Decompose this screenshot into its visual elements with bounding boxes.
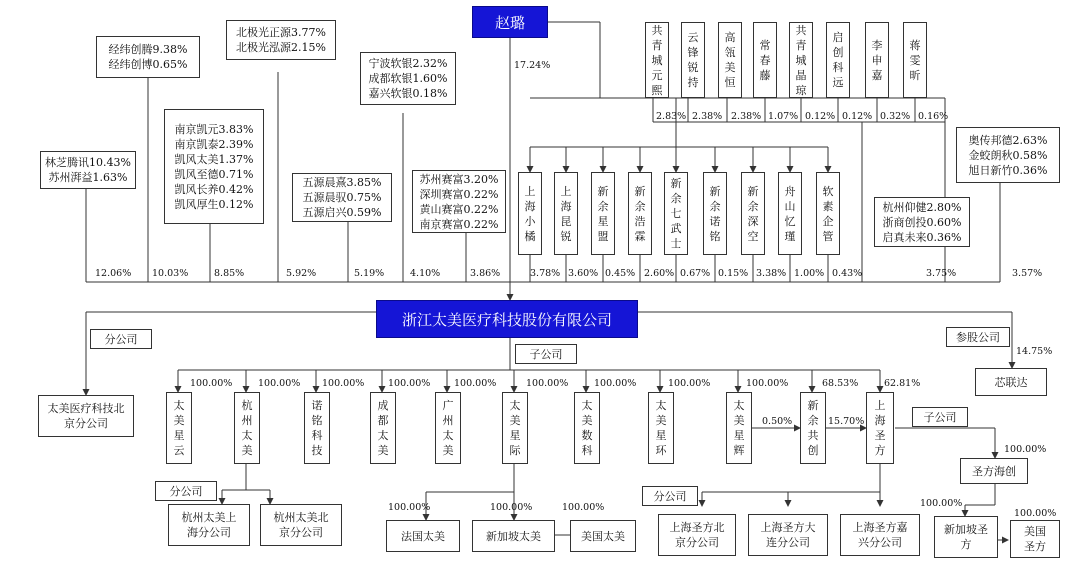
beijing-branch-box: 太美医疗科技北京分公司 [38, 395, 134, 437]
hangzhou-branch-label: 分公司 [155, 481, 217, 501]
shengfang-branch-label: 分公司 [642, 486, 698, 506]
founder-entity-box: 新余七武士 [664, 172, 688, 255]
shengfang-branch-box: 上海圣方大连分公司 [748, 514, 828, 556]
founder-entity-pct: 0.15% [718, 268, 749, 279]
founder-entity-pct: 2.60% [644, 268, 675, 279]
subsidiary-box: 新余共创 [800, 392, 826, 464]
subsidiary-pct: 100.00% [526, 378, 569, 389]
individual-pct: 2.38% [692, 111, 723, 122]
holder-group-beijiguang: 北极光正源3.77% 北极光泓源2.15% [226, 20, 336, 60]
individual-pct: 2.83% [656, 111, 687, 122]
founder-entity-box: 上海小橘 [518, 172, 542, 255]
founder-entity-pct: 0.67% [680, 268, 711, 279]
hangzhou-branch-box: 杭州太美上海分公司 [168, 504, 250, 546]
founder-entity-pct: 3.38% [756, 268, 787, 279]
subsidiary-label: 子公司 [515, 344, 577, 364]
subsidiary-box: 太美星辉 [726, 392, 752, 464]
subsidiary-box: 太美星环 [648, 392, 674, 464]
subsidiary-pct: 100.00% [454, 378, 497, 389]
haichuang-sub-box: 新加坡圣方 [934, 516, 998, 558]
subsidiary-pct: 100.00% [594, 378, 637, 389]
founder-entity-pct: 3.60% [568, 268, 599, 279]
holder-group-saifu: 苏州赛富3.20% 深圳赛富0.22% 黄山赛富0.22% 南京赛富0.22% [412, 170, 506, 233]
holder-pct: 3.57% [1012, 268, 1043, 279]
individual-box: 李申嘉 [865, 22, 889, 98]
founder-entity-pct: 0.43% [832, 268, 863, 279]
subsidiary-pct: 100.00% [258, 378, 301, 389]
subsidiary-pct: 62.81% [884, 378, 921, 389]
subsidiary-box: 杭州太美 [234, 392, 260, 464]
haichuang-sub-pct: 100.00% [920, 498, 963, 509]
subsidiary-box: 太美数科 [574, 392, 600, 464]
holder-group-aochuan: 奥传邦德2.63% 金蛟朗秋0.58% 旭日新竹0.36% [956, 127, 1060, 183]
equity-label: 参股公司 [946, 327, 1010, 347]
holder-pct: 10.03% [152, 268, 189, 279]
holder-pct: 8.85% [214, 268, 245, 279]
individual-pct: 0.16% [918, 111, 949, 122]
subsidiary-box: 太美星际 [502, 392, 528, 464]
subsidiary-pct: 100.00% [388, 378, 431, 389]
founder-entity-pct: 0.45% [605, 268, 636, 279]
individual-box: 高瓴美恒 [718, 22, 742, 98]
individual-box: 常春藤 [753, 22, 777, 98]
xingji-sub-pct: 100.00% [490, 502, 533, 513]
hangzhou-branch-box: 杭州太美北京分公司 [260, 504, 342, 546]
individual-box: 共青城元熙 [645, 22, 669, 98]
founder-entity-box: 软素企管 [816, 172, 840, 255]
holder-pct: 3.86% [470, 268, 501, 279]
xingji-sub-box: 新加坡太美 [472, 520, 555, 552]
individual-pct: 0.12% [842, 111, 873, 122]
individual-box: 云锋锐持 [681, 22, 705, 98]
subsidiary-box: 上海圣方 [866, 392, 894, 464]
xingji-sub-box: 法国太美 [386, 520, 460, 552]
xingji-sub-box: 美国太美 [570, 520, 636, 552]
subsidiary-box: 诺铭科技 [304, 392, 330, 464]
xingji-sub-pct: 100.00% [562, 502, 605, 513]
individual-box: 蒋雯昕 [903, 22, 927, 98]
subsidiary-box: 广州太美 [435, 392, 461, 464]
founder-entity-box: 上海昆锐 [554, 172, 578, 255]
individual-pct: 0.12% [805, 111, 836, 122]
founder-entity-box: 舟山忆瑾 [778, 172, 802, 255]
individual-pct: 2.38% [731, 111, 762, 122]
company-box [376, 300, 638, 338]
founder-box [472, 6, 548, 38]
individual-box: 共青城晶琼 [789, 22, 813, 98]
haichuang-box: 圣方海创 [960, 458, 1028, 484]
holder-pct: 5.92% [286, 268, 317, 279]
branch-label: 分公司 [90, 329, 152, 349]
haichuang-pct: 100.00% [1004, 444, 1047, 455]
subsidiary-pct: 68.53% [822, 378, 859, 389]
haichuang-sub-box: 美国圣方 [1010, 520, 1060, 558]
xingji-sub-pct: 100.00% [388, 502, 431, 513]
holder-pct: 12.06% [95, 268, 132, 279]
holder-group-tencent: 林芝腾讯10.43% 苏州湃益1.63% [40, 151, 136, 189]
founder-name: 赵璐 [494, 13, 525, 32]
shengfang-branch-box: 上海圣方嘉兴分公司 [840, 514, 920, 556]
founder-entity-box: 新余星盟 [591, 172, 615, 255]
haichuang-sub-pct: 100.00% [1014, 508, 1057, 519]
subsidiary-box: 成都太美 [370, 392, 396, 464]
holder-pct: 3.75% [926, 268, 957, 279]
holder-group-wuyuan: 五源晨熹3.85% 五源晨驭0.75% 五源启兴0.59% [292, 173, 392, 222]
holder-group-kaifeng: 南京凯元3.83% 南京凯泰2.39% 凯风太美1.37% 凯风至德0.71% 凯风长养0.42% 凯风厚生0.12% [164, 109, 264, 224]
founder-entity-pct: 1.00% [794, 268, 825, 279]
founder-entity-box: 新余深空 [741, 172, 765, 255]
subsidiary-pct: 100.00% [190, 378, 233, 389]
subsidiary-pct: 100.00% [322, 378, 365, 389]
xinghui-gongchuang-pct: 0.50% [762, 416, 793, 427]
subsidiary-pct: 100.00% [746, 378, 789, 389]
subsidiary-pct: 100.00% [668, 378, 711, 389]
gongchuang-shengfang-pct: 15.70% [828, 416, 865, 427]
holder-group-softbank: 宁波软银2.32% 成都软银1.60% 嘉兴软银0.18% [360, 52, 456, 105]
holder-pct: 4.10% [410, 268, 441, 279]
equity-company-box: 芯联达 [975, 368, 1047, 396]
subsidiary-box: 太美星云 [166, 392, 192, 464]
individual-box: 启创科远 [826, 22, 850, 98]
founder-entity-pct: 3.78% [530, 268, 561, 279]
company-name: 浙江太美医疗科技股份有限公司 [401, 310, 612, 329]
individual-pct: 1.07% [768, 111, 799, 122]
holder-group-jingwei: 经纬创腾9.38% 经纬创博0.65% [96, 36, 200, 78]
shengfang-branch-box: 上海圣方北京分公司 [658, 514, 736, 556]
equity-pct: 14.75% [1016, 346, 1053, 357]
founder-pct: 17.24% [514, 60, 551, 71]
holder-pct: 5.19% [354, 268, 385, 279]
individual-pct: 0.32% [880, 111, 911, 122]
holder-group-yangjian: 杭州仰健2.80% 浙商创投0.60% 启真未来0.36% [874, 197, 970, 247]
founder-entity-box: 新余诺铭 [703, 172, 727, 255]
founder-entity-box: 新余浩霖 [628, 172, 652, 255]
shengfang-sub-label: 子公司 [912, 407, 968, 427]
